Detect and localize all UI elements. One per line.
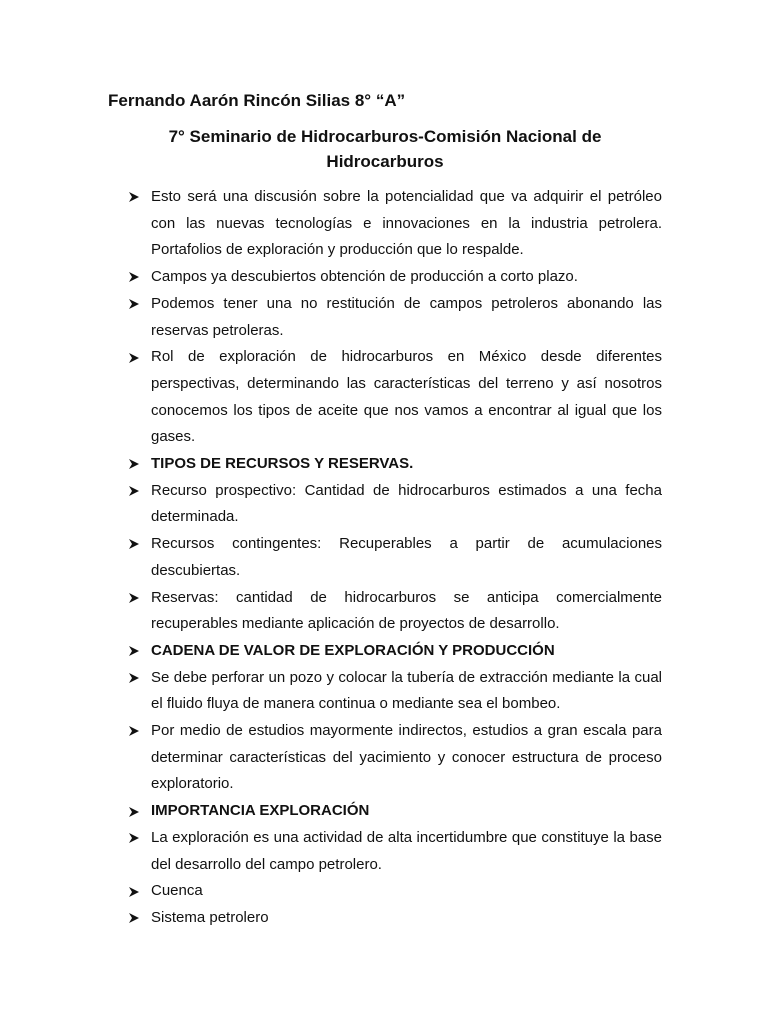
list-item-text: Reservas: cantidad de hidrocarburos se anticipa comercialmente recuperables mediante aplicación de proyectos de desarrollo. — [151, 588, 662, 633]
list-item — [108, 878, 662, 905]
list-item — [108, 478, 662, 531]
list-item — [108, 531, 662, 584]
list-item-text: TIPOS DE RECURSOS Y RESERVAS. — [151, 455, 414, 473]
list-item-text: Esto será una discusión sobre la potencialidad que va adquirir el petróleo con las nuevas tecnologías e innovaciones en la industria petrolera. Portafolios de exploración y producción que lo respalde. — [151, 188, 662, 259]
list-item — [108, 798, 662, 825]
arrowhead-bullet-icon — [128, 291, 142, 318]
list-item-text: Recursos contingentes: Recuperables a partir de acumulaciones descubiertas. — [151, 535, 662, 579]
list-item-text: Rol de exploración de hidrocarburos en México desde diferentes perspectivas, determinando las características del terreno y así nosotros conocemos los tipos de aceite que nos vamos a encontrar al igual que los gases. — [151, 348, 662, 446]
list-item-text: Se debe perforar un pozo y colocar la tubería de extracción mediante la cual el fluido fluya de manera continua o mediante sea el bombeo. — [151, 668, 662, 713]
arrowhead-bullet-icon — [128, 905, 142, 932]
list-item — [108, 825, 662, 878]
bullet-list — [108, 184, 662, 932]
list-item-text: Podemos tener una no restitución de campos petroleros abonando las reservas petroleras. — [151, 294, 662, 339]
list-item — [108, 638, 662, 665]
arrowhead-bullet-icon — [128, 718, 142, 745]
list-item-text: Campos ya descubiertos obtención de producción a corto plazo. — [151, 268, 578, 286]
list-item-text: Sistema petrolero — [151, 908, 269, 926]
arrowhead-bullet-icon — [128, 585, 142, 612]
arrowhead-bullet-icon — [128, 184, 142, 211]
document-title: 7° Seminario de Hidrocarburos-Comisión Nacional de Hidrocarburos — [168, 127, 602, 171]
arrowhead-bullet-icon — [128, 478, 142, 505]
arrowhead-bullet-icon — [128, 451, 142, 478]
list-item — [108, 344, 662, 451]
arrowhead-bullet-icon — [128, 878, 142, 905]
list-item-text: Cuenca — [151, 882, 203, 900]
list-item — [108, 184, 662, 264]
arrowhead-bullet-icon — [128, 344, 142, 371]
list-item-text: IMPORTANCIA EXPLORACIÓN — [151, 802, 370, 820]
list-item — [108, 291, 662, 344]
list-item-text: Por medio de estudios mayormente indirectos, estudios a gran escala para determinar características del yacimiento y conocer estructura de proceso exploratorio. — [151, 722, 662, 793]
list-item-text: CADENA DE VALOR DE EXPLORACIÓN Y PRODUCCIÓN — [151, 641, 555, 659]
arrowhead-bullet-icon — [128, 825, 142, 852]
author-line: Fernando Aarón Rincón Silias 8° “A” — [108, 91, 406, 110]
arrowhead-bullet-icon — [128, 665, 142, 692]
list-item — [108, 665, 662, 718]
list-item — [108, 585, 662, 638]
list-item — [108, 451, 662, 478]
arrowhead-bullet-icon — [128, 264, 142, 291]
list-item — [108, 718, 662, 798]
list-item — [108, 264, 662, 291]
arrowhead-bullet-icon — [128, 798, 142, 825]
list-item-text: La exploración es una actividad de alta incertidumbre que constituye la base del desarrollo del campo petrolero. — [151, 828, 662, 873]
list-item — [108, 905, 662, 932]
arrowhead-bullet-icon — [128, 531, 142, 558]
arrowhead-bullet-icon — [128, 638, 142, 665]
list-item-text: Recurso prospectivo: Cantidad de hidrocarburos estimados a una fecha determinada. — [151, 481, 662, 526]
